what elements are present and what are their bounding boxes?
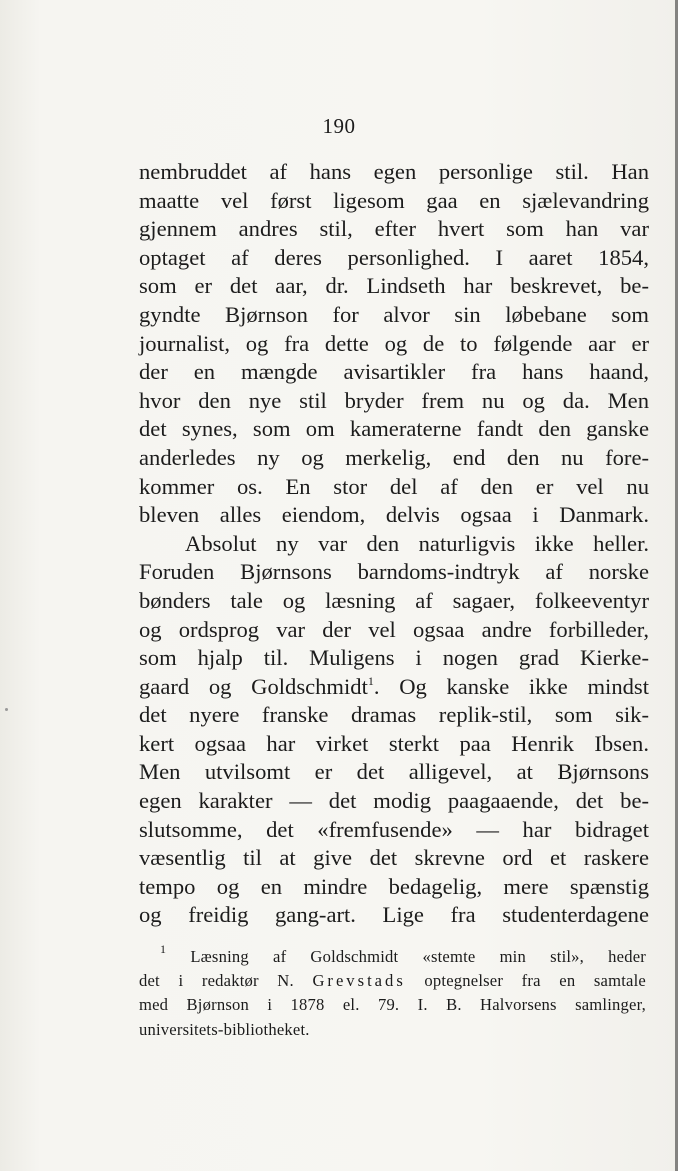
text-line: optaget af deres personlighed. I aaret 1854,: [139, 244, 649, 270]
footnote-text: optegnelser fra en samtale: [424, 971, 646, 991]
text-line: det nyere franske dramas replik-stil, som sik-: [139, 702, 649, 728]
text-segment: gaard og Goldschmidt: [139, 673, 368, 699]
footnote: [139, 942, 646, 1042]
footnote-line: med Bjørnson i 1878 el. 79. I. B. Halvorsens samlinger,: [139, 995, 646, 1015]
page-number: 190: [322, 114, 356, 138]
text-line-with-footnote-ref: [139, 673, 649, 702]
paper-speck: [5, 708, 8, 711]
footnote-reference: 1: [367, 673, 374, 688]
text-segment: . Og kanske ikke mindst: [373, 673, 649, 699]
text-line: og ordsprog var der vel ogsaa andre forbilleder,: [139, 616, 649, 642]
text-line: som er det aar, dr. Lindseth har beskrevet, be-: [139, 273, 649, 299]
text-line: egen karakter — det modig paagaaende, det be-: [139, 788, 649, 814]
footnote-line: [139, 969, 646, 993]
text-line: som hjalp til. Muligens i nogen grad Kierke-: [139, 645, 649, 671]
footnote-text: det i redaktør N.: [139, 971, 294, 991]
text-line: kommer os. En stor del af den er vel nu: [139, 473, 649, 499]
footnote-line: [139, 942, 646, 969]
text-line: nembruddet af hans egen personlige stil. Han: [139, 159, 649, 184]
text-line: der en mængde avisartikler fra hans haand,: [139, 359, 649, 385]
text-line: væsentlig til at give det skrevne ord et raskere: [139, 845, 649, 871]
text-line: bleven alles eiendom, delvis ogsaa i Danmark.: [139, 502, 649, 528]
text-line: slutsomme, det «fremfusende» — har bidraget: [139, 816, 649, 842]
main-text: [139, 158, 649, 930]
footnote-line: universitets-bibliotheket.: [139, 1019, 310, 1039]
text-line: Foruden Bjørnsons barndoms-indtryk af norske: [139, 559, 649, 585]
text-line: hvor den nye stil bryder frem nu og da. Men: [139, 387, 649, 413]
text-line: gjennem andres stil, efter hvert som han var: [139, 216, 649, 242]
text-line: tempo og en mindre bedagelig, mere spænstig: [139, 873, 649, 899]
text-line: journalist, og fra dette og de to følgende aar er: [139, 330, 649, 356]
footnote-spaced-name: Grevstads: [312, 971, 406, 991]
text-line: det synes, som om kameraterne fandt den ganske: [139, 416, 649, 442]
footnote-text: Læsning af Goldschmidt «stemte min stil», heder: [190, 947, 646, 966]
footnote-marker: 1: [160, 942, 167, 956]
text-line: anderledes ny og merkelig, end den nu fore-: [139, 444, 649, 470]
text-line: og freidig gang-art. Lige fra studenterdagene: [139, 902, 649, 928]
text-line: kert ogsaa har virket sterkt paa Henrik Ibsen.: [139, 730, 649, 756]
text-line: maatte vel først ligesom gaa en sjælevandring: [139, 187, 649, 213]
text-line: Men utvilsomt er det alligevel, at Bjørnsons: [139, 759, 649, 785]
text-line: bønders tale og læsning af sagaer, folkeeventyr: [139, 587, 649, 613]
text-line: gyndte Bjørnson for alvor sin løbebane som: [139, 301, 649, 327]
paragraph-start-line: Absolut ny var den naturligvis ikke heller.: [185, 530, 649, 556]
